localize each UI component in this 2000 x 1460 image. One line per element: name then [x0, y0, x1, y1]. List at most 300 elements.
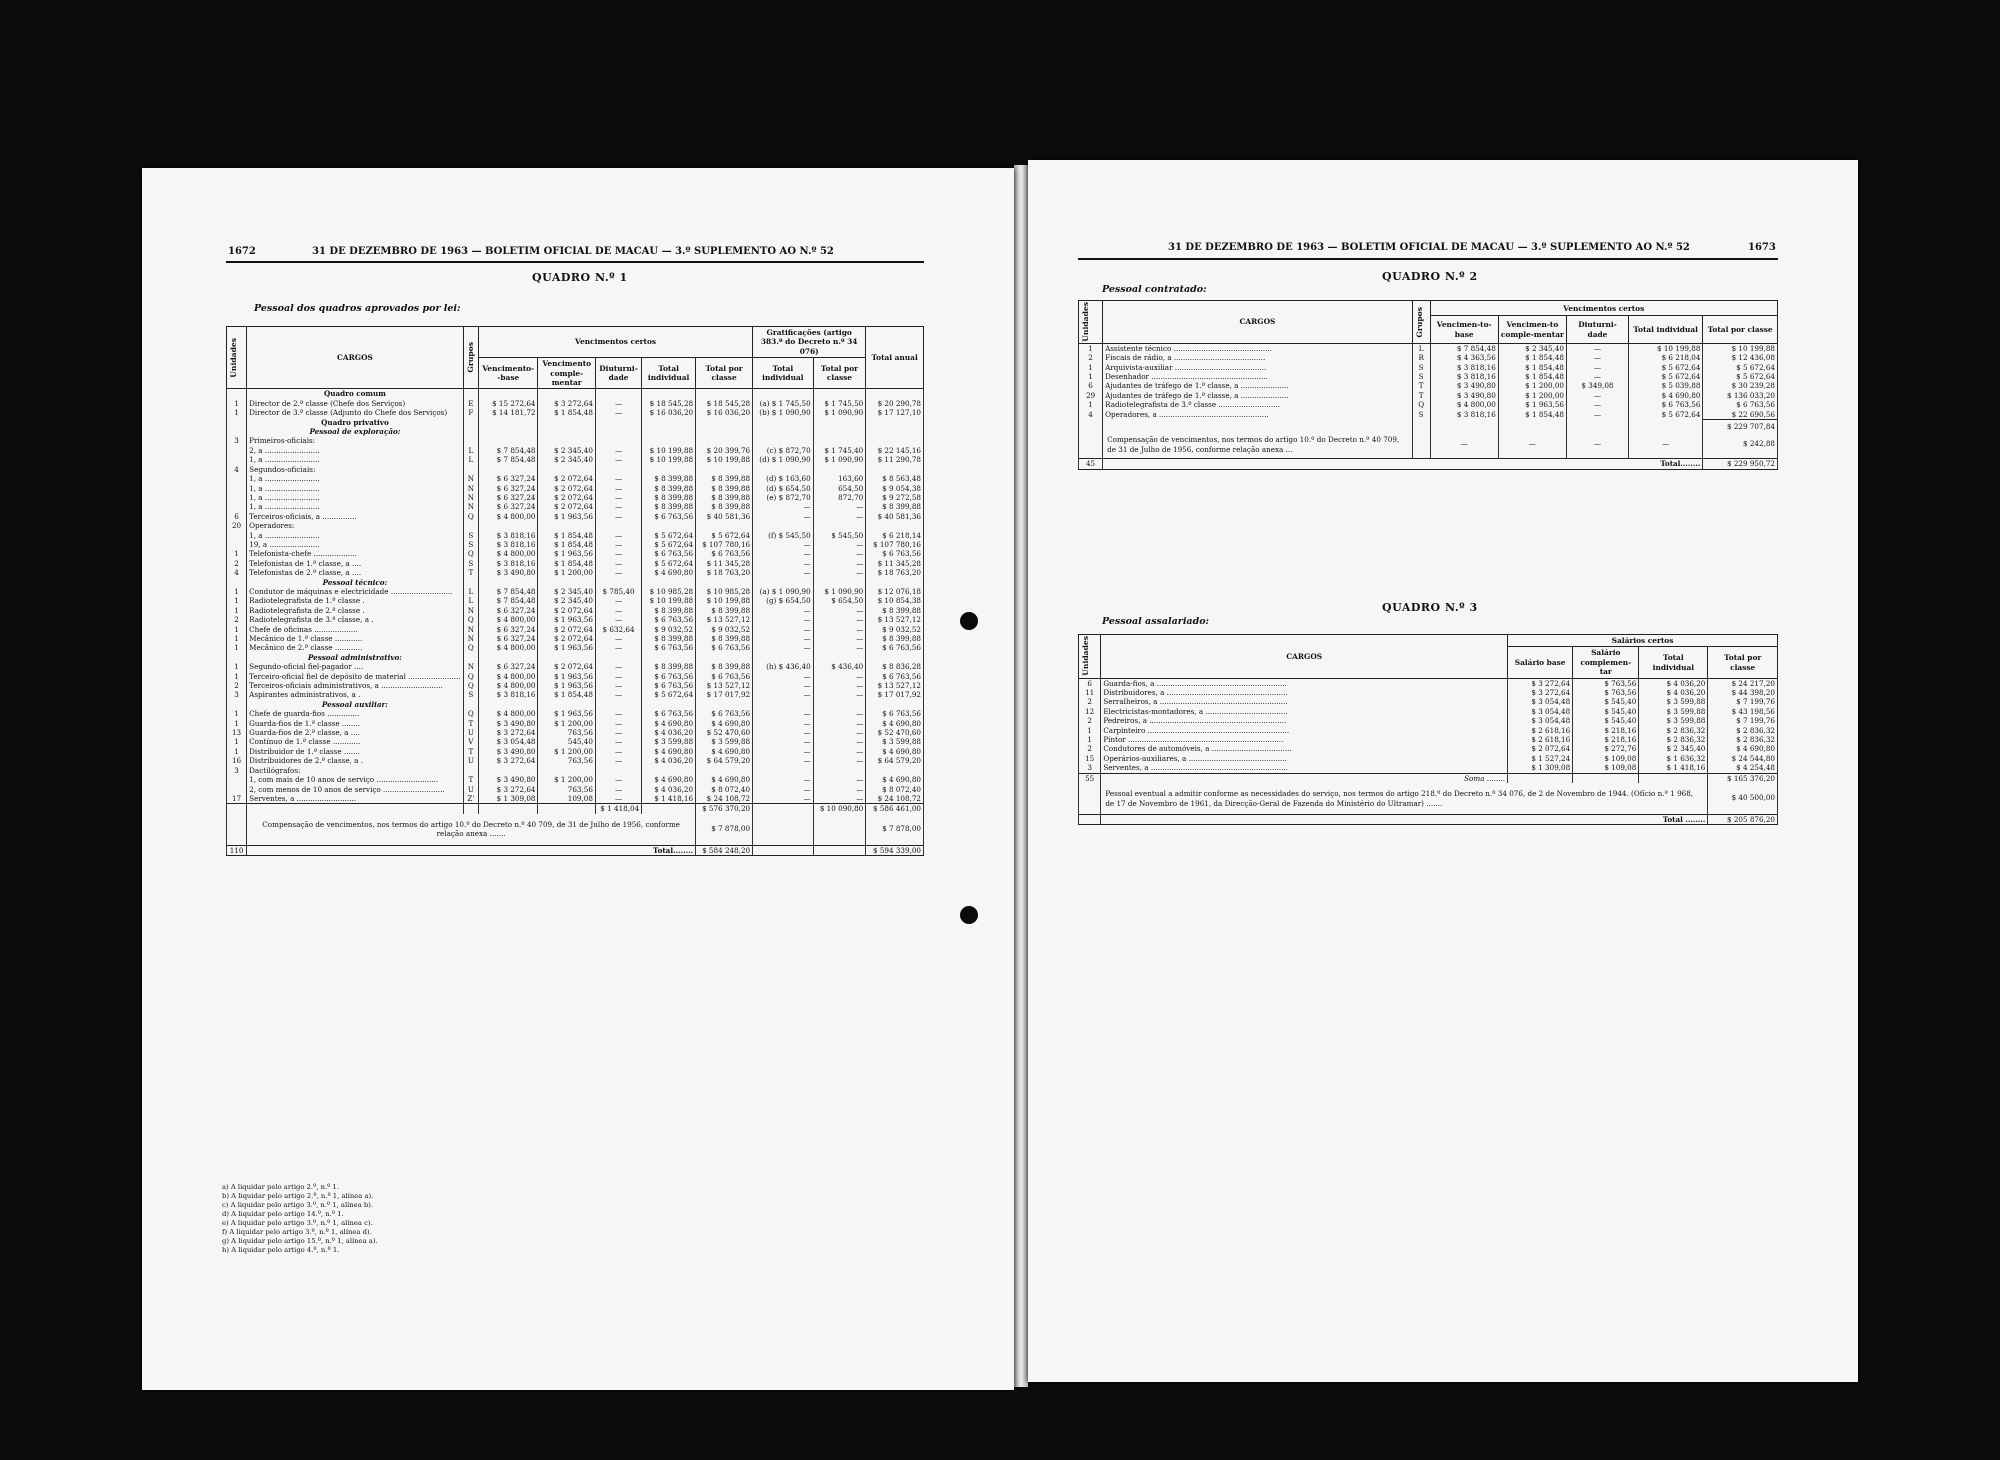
cargo-cell: Telefonistas de 1.ª classe, a .... — [247, 559, 464, 568]
quadro-1-table — [226, 326, 924, 856]
grupo-cell: N — [463, 474, 478, 483]
unidades-cell — [227, 502, 247, 511]
cargo-cell: Ajudantes de tráfego de 1.ª classe, a ..................... — [1103, 391, 1413, 400]
table-row — [1079, 353, 1778, 362]
subtotal-classe: $ 576 370,20 — [696, 804, 753, 814]
cargo-cell: Segundos-oficiais: — [247, 465, 464, 474]
unidades-cell — [227, 531, 247, 540]
grupo-cell: F — [463, 408, 478, 417]
table-row — [1079, 678, 1778, 688]
total-individual-cell — [642, 521, 696, 530]
unidades-cell: 6 — [1079, 381, 1103, 390]
diuturnidade-cell: — — [595, 690, 641, 699]
gratificacao-classe-cell — [813, 578, 866, 587]
table-row — [227, 540, 924, 549]
total-classe-cell: $ 8 399,88 — [696, 634, 753, 643]
diuturnidade-cell — [595, 418, 641, 427]
unidades-cell: 1 — [227, 408, 247, 417]
unidades-cell: 3 — [227, 766, 247, 775]
total-individual-cell — [642, 766, 696, 775]
diuturnidade-cell: — — [595, 709, 641, 718]
gratificacao-individual-cell: (b) $ 1 090,90 — [753, 408, 814, 417]
total-anual-cell — [866, 578, 924, 587]
diuturnidade-cell — [595, 700, 641, 709]
unidades-cell: 1 — [227, 719, 247, 728]
table-row — [1079, 410, 1778, 420]
col-tind: Total individual — [642, 358, 696, 389]
salario-base-cell: $ 3 054,48 — [1508, 716, 1573, 725]
grupo-cell: T — [463, 719, 478, 728]
total-individual-cell: $ 6 218,04 — [1628, 353, 1703, 362]
diuturnidade-cell: — — [1567, 391, 1629, 400]
total-classe-cell: $ 6 763,56 — [1703, 400, 1778, 409]
gratificacao-classe-cell: $ 436,40 — [813, 662, 866, 671]
gratificacao-individual-cell: (g) $ 654,50 — [753, 596, 814, 605]
vencimento-base-cell: $ 4 800,00 — [1430, 400, 1498, 409]
diuturnidade-cell: — — [1567, 343, 1629, 353]
vencimento-complementar-cell: $ 2 072,64 — [538, 662, 595, 671]
vencimento-base-cell: $ 3 490,80 — [479, 719, 538, 728]
gratificacao-classe-cell: — — [813, 719, 866, 728]
total-anual-cell: $ 9 272,58 — [866, 493, 924, 502]
grupo-cell: Q — [463, 512, 478, 521]
col-gtcls: Total por classe — [813, 358, 866, 389]
vencimento-base-cell: $ 3 490,80 — [1430, 381, 1498, 390]
subtotal-grat: $ 10 090,80 — [813, 804, 866, 814]
q3-col-tind: Total individual — [1639, 647, 1708, 678]
gratificacao-classe-cell: — — [813, 559, 866, 568]
total-individual-cell: $ 2 836,32 — [1639, 735, 1708, 744]
total-individual-cell: $ 5 672,64 — [642, 559, 696, 568]
gratificacao-classe-cell: $ 1 090,90 — [813, 408, 866, 417]
gratificacao-classe-cell: — — [813, 606, 866, 615]
unidades-cell: 2 — [1079, 697, 1101, 706]
diuturnidade-cell: — — [1567, 410, 1629, 420]
unidades-cell: 1 — [1079, 343, 1103, 353]
total-classe-cell — [696, 436, 753, 445]
salario-base-cell: $ 1 309,08 — [1508, 763, 1573, 773]
grupo-cell: Q — [463, 643, 478, 652]
page-number-left: 1672 — [228, 246, 256, 257]
gratificacao-individual-cell: — — [753, 559, 814, 568]
gratificacao-classe-cell — [813, 766, 866, 775]
vencimento-complementar-cell: 763,56 — [538, 728, 595, 737]
vencimento-complementar-cell: $ 1 200,00 — [538, 747, 595, 756]
q3-col-tcls: Total por classe — [1708, 647, 1778, 678]
total-classe-cell: $ 24 108,72 — [696, 794, 753, 804]
table-row — [1079, 735, 1778, 744]
vencimento-complementar-cell: $ 2 072,64 — [538, 606, 595, 615]
total-anual-cell: $ 11 345,28 — [866, 559, 924, 568]
unidades-cell — [227, 493, 247, 502]
total-individual-cell: $ 4 036,20 — [642, 785, 696, 794]
total-individual-cell: $ 4 690,80 — [1628, 391, 1703, 400]
unidades-cell: 1 — [227, 549, 247, 558]
page-header-left: 31 DE DEZEMBRO DE 1963 — BOLETIM OFICIAL DE MACAU — 3.º SUPLEMENTO AO N.º 52 — [312, 246, 834, 257]
unidades-cell — [227, 484, 247, 493]
table-row — [227, 690, 924, 699]
vencimento-base-cell: $ 3 490,80 — [1430, 391, 1498, 400]
table-row — [227, 719, 924, 728]
vencimento-complementar-cell: $ 1 854,48 — [538, 531, 595, 540]
total-anual-cell: $ 8 836,28 — [866, 662, 924, 671]
diuturnidade-cell: — — [595, 559, 641, 568]
gratificacao-classe-cell: — — [813, 794, 866, 804]
footnote: a) A liquidar pelo artigo 2.º, n.º 1. — [222, 1183, 339, 1191]
gratificacao-classe-cell: — — [813, 625, 866, 634]
gratificacao-individual-cell: — — [753, 690, 814, 699]
total-anual-cell: $ 8 399,88 — [866, 606, 924, 615]
cargo-cell: 1, a ........................ — [247, 474, 464, 483]
footnote: e) A liquidar pelo artigo 3.º, n.º 1, alínea c). — [222, 1219, 373, 1227]
table-row — [1079, 754, 1778, 763]
vencimento-base-cell: $ 3 490,80 — [479, 747, 538, 756]
q3-col-unidades: Unidades — [1081, 636, 1090, 677]
gratificacao-classe-cell — [813, 653, 866, 662]
vencimento-base-cell: $ 6 327,24 — [479, 634, 538, 643]
cargo-cell: 1, a ........................ — [247, 502, 464, 511]
unidades-cell: 20 — [227, 521, 247, 530]
vencimento-base-cell: $ 1 309,08 — [479, 794, 538, 804]
table-row — [1079, 716, 1778, 725]
total-anual-cell: $ 9 032,52 — [866, 625, 924, 634]
total-anual-cell: $ 13 527,12 — [866, 615, 924, 624]
vencimento-complementar-cell: $ 2 345,40 — [538, 596, 595, 605]
unidades-cell: 29 — [1079, 391, 1103, 400]
table-row — [1079, 363, 1778, 372]
unidades-cell: 4 — [1079, 410, 1103, 420]
cargo-cell: Mecânico de 1.ª classe ............ — [247, 634, 464, 643]
vencimento-base-cell — [479, 578, 538, 587]
total-individual-cell: $ 1 418,16 — [1639, 763, 1708, 773]
gratificacao-individual-cell: (e) $ 872,70 — [753, 493, 814, 502]
grupo-cell: V — [463, 737, 478, 746]
col-vbase: Vencimento--base — [479, 358, 538, 389]
total-individual-cell: $ 4 690,80 — [642, 747, 696, 756]
diuturnidade-cell: — — [595, 531, 641, 540]
unidades-cell: 3 — [227, 436, 247, 445]
unidades-cell — [227, 653, 247, 662]
vencimento-base-cell — [479, 700, 538, 709]
vencimento-complementar-cell: $ 2 345,40 — [538, 455, 595, 464]
total-individual-cell: $ 10 985,28 — [642, 587, 696, 596]
table-row — [227, 606, 924, 615]
vencimento-complementar-cell — [538, 465, 595, 474]
total-anual-cell: $ 17 127,10 — [866, 408, 924, 417]
unidades-cell: 1 — [1079, 363, 1103, 372]
q3-soma-label: Soma ........ — [1101, 773, 1508, 783]
vencimento-base-cell — [479, 427, 538, 436]
vencimento-complementar-cell — [538, 389, 595, 399]
vencimento-base-cell — [479, 436, 538, 445]
diuturnidade-cell: — — [595, 549, 641, 558]
table-row — [227, 418, 924, 427]
quadro-2-subtitle: Pessoal contratado: — [1102, 284, 1207, 295]
table-row — [227, 700, 924, 709]
diuturnidade-cell: — — [595, 728, 641, 737]
vencimento-complementar-cell: 763,56 — [538, 785, 595, 794]
q3-eventual-value: $ 40 500,00 — [1708, 783, 1778, 814]
total-individual-cell: $ 6 763,56 — [642, 672, 696, 681]
salario-base-cell: $ 2 072,64 — [1508, 744, 1573, 753]
cargo-cell: 1, a ........................ — [247, 531, 464, 540]
compensation-anual: $ 7 878,00 — [866, 814, 924, 845]
unidades-cell: 1 — [227, 737, 247, 746]
total-individual-cell: $ 10 199,88 — [1628, 343, 1703, 353]
grupo-cell: L — [1412, 343, 1430, 353]
unidades-cell: 3 — [1079, 763, 1101, 773]
grupo-cell: Q — [463, 672, 478, 681]
cargo-cell: Pintor .................................................................... — [1101, 735, 1508, 744]
total-anual-cell: $ 12 076,18 — [866, 587, 924, 596]
cargo-cell: Terceiros-oficiais administrativos, a ........................... — [247, 681, 464, 690]
total-anual: $ 594 339,00 — [866, 845, 924, 855]
q2-col-cargos: CARGOS — [1103, 301, 1413, 344]
total-anual-cell: $ 8 563,48 — [866, 474, 924, 483]
gratificacao-individual-cell: — — [753, 719, 814, 728]
punch-hole — [960, 906, 978, 924]
total-classe-cell: $ 13 527,12 — [696, 615, 753, 624]
vencimento-base-cell: $ 6 327,24 — [479, 484, 538, 493]
table-row — [227, 531, 924, 540]
total-individual-cell: $ 3 599,88 — [1639, 707, 1708, 716]
unidades-cell: 4 — [227, 568, 247, 577]
vencimento-base-cell — [479, 521, 538, 530]
cargo-cell: Distribuidores de 2.ª classe, a . — [247, 756, 464, 765]
total-anual-cell: $ 20 290,78 — [866, 399, 924, 408]
gratificacao-classe-cell: — — [813, 775, 866, 784]
total-individual-cell: $ 8 399,88 — [642, 493, 696, 502]
total-classe-cell: $ 22 690,56 — [1703, 410, 1778, 420]
total-individual-cell: $ 8 399,88 — [642, 606, 696, 615]
gratificacao-individual-cell — [753, 436, 814, 445]
gratificacao-classe-cell — [813, 389, 866, 399]
diuturnidade-cell — [595, 465, 641, 474]
total-anual-cell: $ 4 690,80 — [866, 775, 924, 784]
unidades-cell: 2 — [227, 681, 247, 690]
vencimento-base-cell: $ 3 818,16 — [479, 559, 538, 568]
total-individual-cell: $ 3 599,88 — [1639, 697, 1708, 706]
unidades-cell: 4 — [227, 465, 247, 474]
gratificacao-classe-cell: 654,50 — [813, 484, 866, 493]
gratificacao-individual-cell: — — [753, 737, 814, 746]
total-anual-cell: $ 8 399,88 — [866, 634, 924, 643]
unidades-cell: 1 — [227, 587, 247, 596]
diuturnidade-cell: — — [595, 794, 641, 804]
gratificacao-individual-cell: — — [753, 634, 814, 643]
total-classe-cell: $ 8 399,88 — [696, 662, 753, 671]
unidades-cell: 1 — [227, 662, 247, 671]
salario-base-cell: $ 3 054,48 — [1508, 707, 1573, 716]
gratificacao-individual-cell: — — [753, 756, 814, 765]
vencimento-base-cell: $ 6 327,24 — [479, 606, 538, 615]
vencimento-base-cell — [479, 766, 538, 775]
total-classe-cell: $ 13 527,12 — [696, 681, 753, 690]
gratificacao-classe-cell: 872,70 — [813, 493, 866, 502]
gratificacao-individual-cell: — — [753, 681, 814, 690]
table-row — [1079, 372, 1778, 381]
vencimento-complementar-cell: $ 2 072,64 — [538, 634, 595, 643]
vencimento-complementar-cell — [538, 766, 595, 775]
gratificacao-individual-cell: — — [753, 502, 814, 511]
gratificacao-classe-cell: — — [813, 690, 866, 699]
total-individual-cell: $ 6 763,56 — [642, 681, 696, 690]
total-classe-cell: $ 64 579,20 — [696, 756, 753, 765]
diuturnidade-cell: — — [1567, 372, 1629, 381]
vencimento-complementar-cell: $ 1 963,56 — [1498, 400, 1566, 409]
vencimento-complementar-cell: $ 1 200,00 — [538, 568, 595, 577]
q2-col-vbase: Vencimen-to-base — [1430, 316, 1498, 343]
salario-complementar-cell: $ 109,08 — [1573, 754, 1639, 763]
total-classe-cell — [696, 418, 753, 427]
diuturnidade-cell: — — [595, 596, 641, 605]
q3-col-sbase: Salário base — [1508, 647, 1573, 678]
total-individual-cell: $ 4 036,20 — [1639, 678, 1708, 688]
cargo-cell: Serralheiros, a ........................................................ — [1101, 697, 1508, 706]
cargo-cell: 19, a ...................... — [247, 540, 464, 549]
header-rule-left — [226, 261, 924, 263]
table-row — [227, 728, 924, 737]
q3-soma-unidades: 55 — [1079, 773, 1101, 783]
unidades-cell: 1 — [1079, 372, 1103, 381]
footnotes — [222, 1183, 378, 1255]
cargo-cell: 2, a ........................ — [247, 446, 464, 455]
diuturnidade-cell: — — [595, 493, 641, 502]
gratificacao-classe-cell: — — [813, 737, 866, 746]
vencimento-complementar-cell: 545,40 — [538, 737, 595, 746]
table-row — [227, 596, 924, 605]
gratificacao-classe-cell: — — [813, 615, 866, 624]
cargo-cell: Serventes, a ............................................................ — [1101, 763, 1508, 773]
quadro-2-table: Unidades CARGOS Grupos Vencimentos certos Vencimen-to-base Vencimen-to comple-mentar Diuturni-dade Total individual Total por classe 1 Assistente técnico ........................................... L $ 7 854,48 $ 2 345,40 — $ 10 199,88 $ 10 199,88 2 Fiscais de rádio, a ........................................ R $ 4 363,56 $ 1 854,48 — $ 6 218,04 $ 12 436,08 1 Arquivista-auxiliar ........................................ S $ 3 818,16 $ 1 854,48 — $ 5 672,64 $ 5 672,64 1 Desenhador ................................................... S $ 3 818,16 $ 1 854,48 — $ 5 672,64 $ 5 672,64 6 Ajudantes de tráfego de 1.ª classe, a ..................... T $ 3 490,80 $ 1 200,00 $ 349,08 $ 5 039,88 $ 30 239,28 29 Ajudantes de tráfego de 1.ª classe, a ..................... T $ 3 490,80 $ 1 200,00 — $ 4 690,80 $ 136 033,20 1 Radiotelegrafista de 3.ª classe ........................... Q $ 4 800,00 $ 1 963,56 — $ 6 763,56 $ 6 763,56 4 Operadores, a ................................................ S $ 3 818,16 $ 1 854,48 — $ 5 672,64 $ 22 690,56 $ 229 707,84 Compensação de vencimentos, nos termos do artigo 10.º do Decreto n.º 40 709, de 31 de Julho de 1956, conforme relação anexa ... — — — — $ 242,88 45 Total........ $ 229 950,72 — [1078, 300, 1778, 470]
vencimento-base-cell: $ 7 854,48 — [479, 587, 538, 596]
vencimento-base-cell — [479, 465, 538, 474]
grupo-cell: L — [463, 596, 478, 605]
total-classe-cell: $ 9 032,52 — [696, 625, 753, 634]
total-anual-cell — [866, 418, 924, 427]
table-row — [227, 578, 924, 587]
vencimento-base-cell: $ 3 818,16 — [479, 540, 538, 549]
grupo-cell — [463, 436, 478, 445]
cargo-cell: Mecânico de 2.ª classe ............ — [247, 643, 464, 652]
vencimento-base-cell: $ 3 272,64 — [479, 785, 538, 794]
grupo-cell: L — [463, 455, 478, 464]
diuturnidade-cell: — — [595, 408, 641, 417]
gratificacao-classe-cell: — — [813, 785, 866, 794]
total-individual-cell: $ 4 690,80 — [642, 568, 696, 577]
gratificacao-individual-cell — [753, 766, 814, 775]
unidades-cell: 15 — [1079, 754, 1101, 763]
quadro-2-title: QUADRO N.º 2 — [1382, 270, 1478, 283]
cargo-cell: Condutores de automóveis, a ................................... — [1101, 744, 1508, 753]
table-row — [1079, 391, 1778, 400]
unidades-cell: 11 — [1079, 688, 1101, 697]
grupo-cell: S — [463, 531, 478, 540]
vencimento-base-cell: $ 4 800,00 — [479, 672, 538, 681]
unidades-cell: 12 — [1079, 707, 1101, 716]
diuturnidade-cell: — — [595, 540, 641, 549]
total-individual-cell: $ 8 399,88 — [642, 484, 696, 493]
vencimento-complementar-cell: $ 1 200,00 — [538, 719, 595, 728]
diuturnidade-cell: — — [595, 455, 641, 464]
grupo-cell: S — [463, 690, 478, 699]
gratificacao-individual-cell: (d) $ 1 090,90 — [753, 455, 814, 464]
gratificacao-classe-cell: $ 654,50 — [813, 596, 866, 605]
vencimento-complementar-cell — [538, 653, 595, 662]
compensation-text: Compensação de vencimentos, nos termos do artigo 10.º do Decreto n.º 40 709, de 31 de Julho de 1956, conforme relação anexa ....... — [247, 814, 696, 845]
cargo-cell: Desenhador ................................................... — [1103, 372, 1413, 381]
gratificacao-individual-cell: — — [753, 709, 814, 718]
cargo-cell: Guarda-fios, a ......................................................... — [1101, 678, 1508, 688]
total-classe-cell: $ 5 672,64 — [1703, 363, 1778, 372]
cargo-cell: Distribuidor de 1.ª classe ....... — [247, 747, 464, 756]
gratificacao-classe-cell — [813, 465, 866, 474]
unidades-cell — [227, 540, 247, 549]
grupo-cell: Q — [463, 615, 478, 624]
total-individual-cell: $ 5 672,64 — [1628, 410, 1703, 420]
diuturnidade-cell: $ 349,08 — [1567, 381, 1629, 390]
gratificacao-classe-cell: — — [813, 512, 866, 521]
grupo-cell: N — [463, 662, 478, 671]
vencimento-base-cell: $ 7 854,48 — [479, 455, 538, 464]
salario-complementar-cell: $ 272,76 — [1573, 744, 1639, 753]
cargo-cell: Chefe de oficinas ................... — [247, 625, 464, 634]
total-individual-cell: $ 4 690,80 — [642, 775, 696, 784]
gratificacao-classe-cell — [813, 436, 866, 445]
vencimento-base-cell — [479, 389, 538, 399]
gratificacao-individual-cell: (h) $ 436,40 — [753, 662, 814, 671]
diuturnidade-cell: — — [595, 737, 641, 746]
grupo-cell — [463, 578, 478, 587]
table-row — [227, 474, 924, 483]
grupo-cell: N — [463, 634, 478, 643]
table-row — [227, 399, 924, 408]
vencimento-base-cell: $ 7 854,48 — [479, 446, 538, 455]
table-row — [227, 672, 924, 681]
col-gratificacoes: Gratificações (artigo 383.º do Decreto n.º 34 076) — [753, 327, 866, 358]
grupo-cell: Z' — [463, 794, 478, 804]
total-classe-cell — [696, 521, 753, 530]
total-anual-cell: $ 18 763,20 — [866, 568, 924, 577]
vencimento-complementar-cell: $ 2 345,40 — [1498, 343, 1566, 353]
unidades-cell: 2 — [1079, 353, 1103, 362]
unidades-cell — [227, 474, 247, 483]
table-row — [227, 625, 924, 634]
vencimento-base-cell: $ 4 800,00 — [479, 512, 538, 521]
vencimento-complementar-cell: $ 1 854,48 — [538, 408, 595, 417]
col-vcomp: Vencimento comple-mentar — [538, 358, 595, 389]
total-classe-cell: $ 52 470,60 — [696, 728, 753, 737]
total-individual-cell: $ 16 036,20 — [642, 408, 696, 417]
total-classe-cell: $ 18 545,28 — [696, 399, 753, 408]
gratificacao-classe-cell: — — [813, 709, 866, 718]
table-row — [1079, 726, 1778, 735]
q2-total-value: $ 229 950,72 — [1703, 459, 1778, 469]
total-classe-cell — [696, 465, 753, 474]
table-row — [227, 615, 924, 624]
table-row — [227, 785, 924, 794]
table-row — [227, 775, 924, 784]
total-classe-cell — [696, 700, 753, 709]
table-row — [227, 709, 924, 718]
vencimento-complementar-cell: $ 2 072,64 — [538, 625, 595, 634]
quadro-3-table — [1078, 634, 1778, 825]
table-row — [227, 737, 924, 746]
total-individual-cell: $ 18 545,28 — [642, 399, 696, 408]
vencimento-complementar-cell: $ 2 072,64 — [538, 502, 595, 511]
cargo-cell: Terceiros-oficiais, a ............... — [247, 512, 464, 521]
vencimento-base-cell — [479, 418, 538, 427]
